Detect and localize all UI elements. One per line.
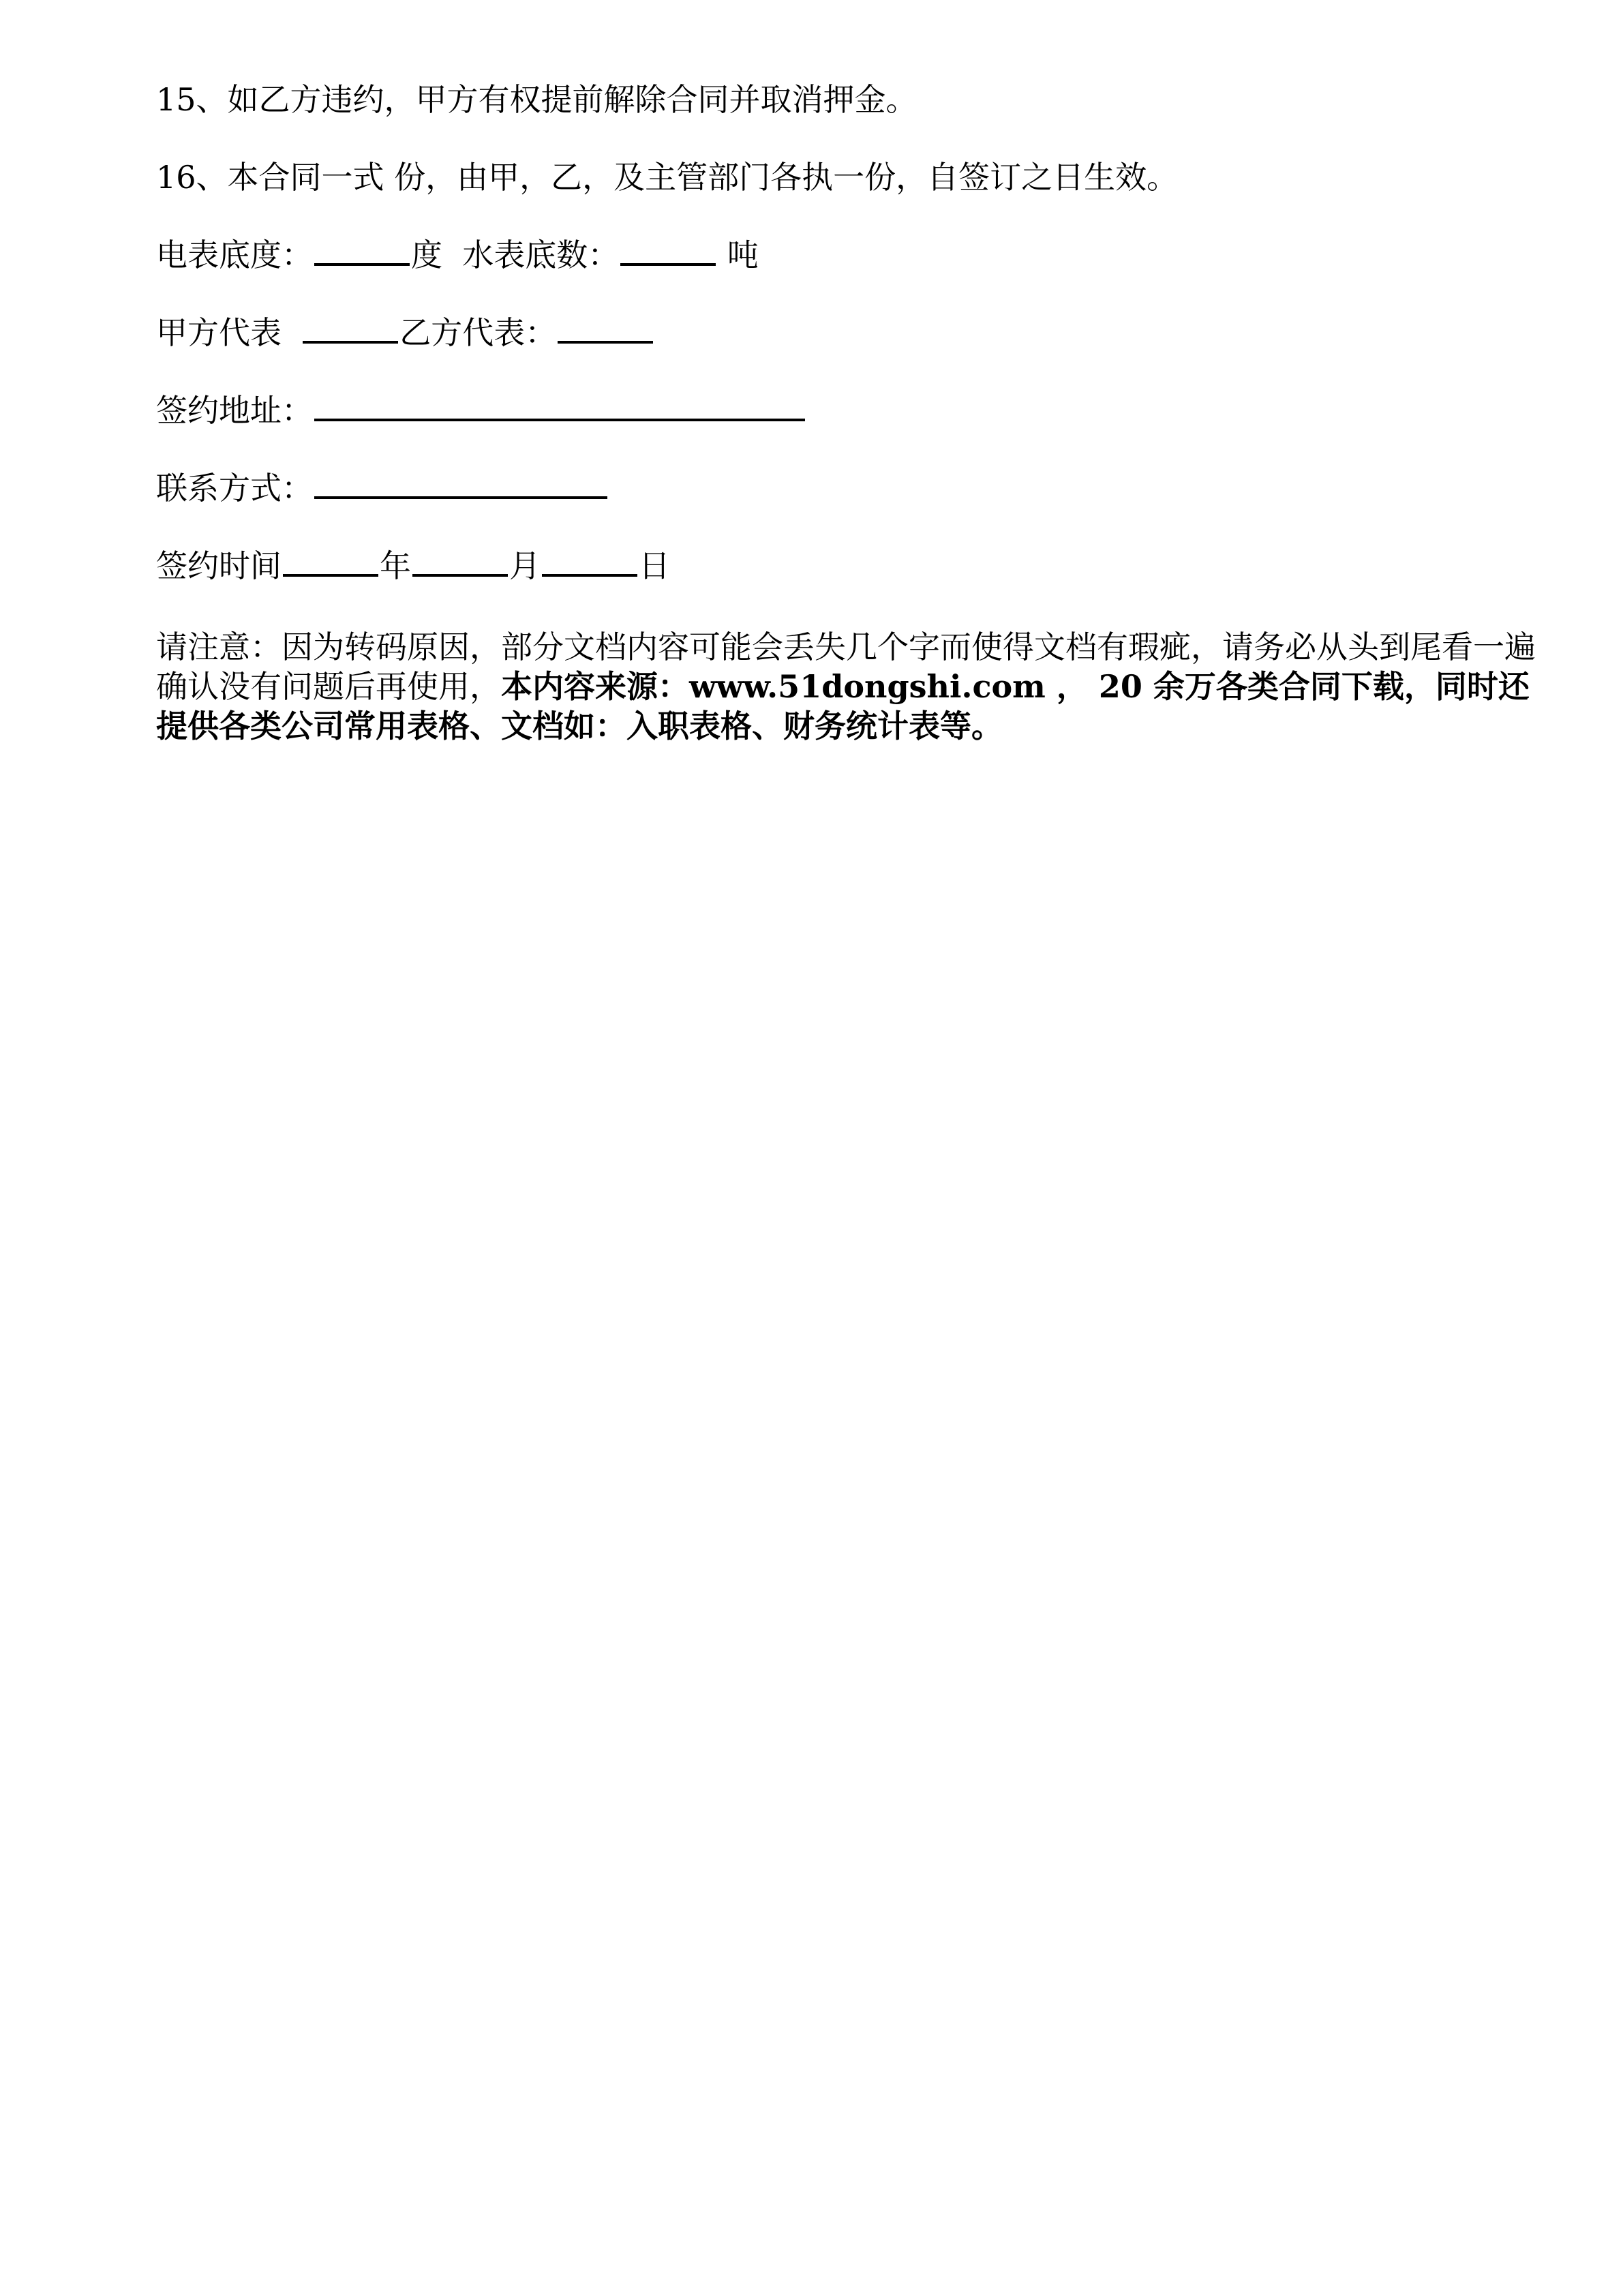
- signing-address-blank[interactable]: [314, 391, 805, 421]
- year-blank[interactable]: [283, 547, 378, 577]
- electric-meter-blank[interactable]: [314, 236, 410, 266]
- notice-source-text: 本内容来源：www.51dongshi.com ， 20 余万各类合同下载，同时还提供各类公司常用表格、文档如：入职表格、财务统计表等。: [156, 668, 1530, 744]
- party-a-rep-blank[interactable]: [303, 314, 398, 344]
- month-blank[interactable]: [412, 547, 508, 577]
- meter-readings: [156, 236, 759, 274]
- notice-paragraph: [156, 627, 1547, 746]
- representatives: [156, 314, 654, 352]
- signing-date: [156, 547, 670, 585]
- water-meter-label: 水表底数：: [462, 237, 620, 273]
- contact-info-label: 联系方式：: [156, 470, 313, 507]
- clause-16-text: 16、本合同一式 份，由甲，乙，及主管部门各执一份，自签订之日生效。: [156, 159, 1179, 196]
- party-a-rep-label: 甲方代表: [156, 314, 282, 351]
- clause-15: [156, 80, 917, 119]
- clause-16: [156, 158, 1178, 196]
- signing-address-label: 签约地址：: [156, 392, 313, 429]
- notice-text: 请注意：因为转码原因，部分文档内容可能会丢失几个字而使得文档有瑕疵，请务必从头到尾看一遍确认没有问题后再使用，: [156, 629, 1536, 705]
- electric-meter-label: 电表底度：: [156, 237, 313, 273]
- day-blank[interactable]: [542, 547, 637, 577]
- contact-info: [156, 469, 609, 507]
- party-b-rep-label: 乙方代表：: [399, 314, 557, 351]
- clause-15-text: 15、如乙方违约，甲方有权提前解除合同并取消押金。: [156, 81, 917, 118]
- year-label: 年: [380, 547, 411, 584]
- contact-info-blank[interactable]: [314, 469, 607, 499]
- month-label: 月: [509, 547, 541, 584]
- signing-date-label: 签约时间: [156, 547, 282, 584]
- signing-address: [156, 391, 806, 429]
- water-meter-unit: 吨: [727, 237, 759, 273]
- electric-meter-unit: 度: [411, 237, 442, 273]
- water-meter-blank[interactable]: [620, 236, 716, 266]
- day-label: 日: [639, 547, 670, 584]
- party-b-rep-blank[interactable]: [558, 314, 653, 344]
